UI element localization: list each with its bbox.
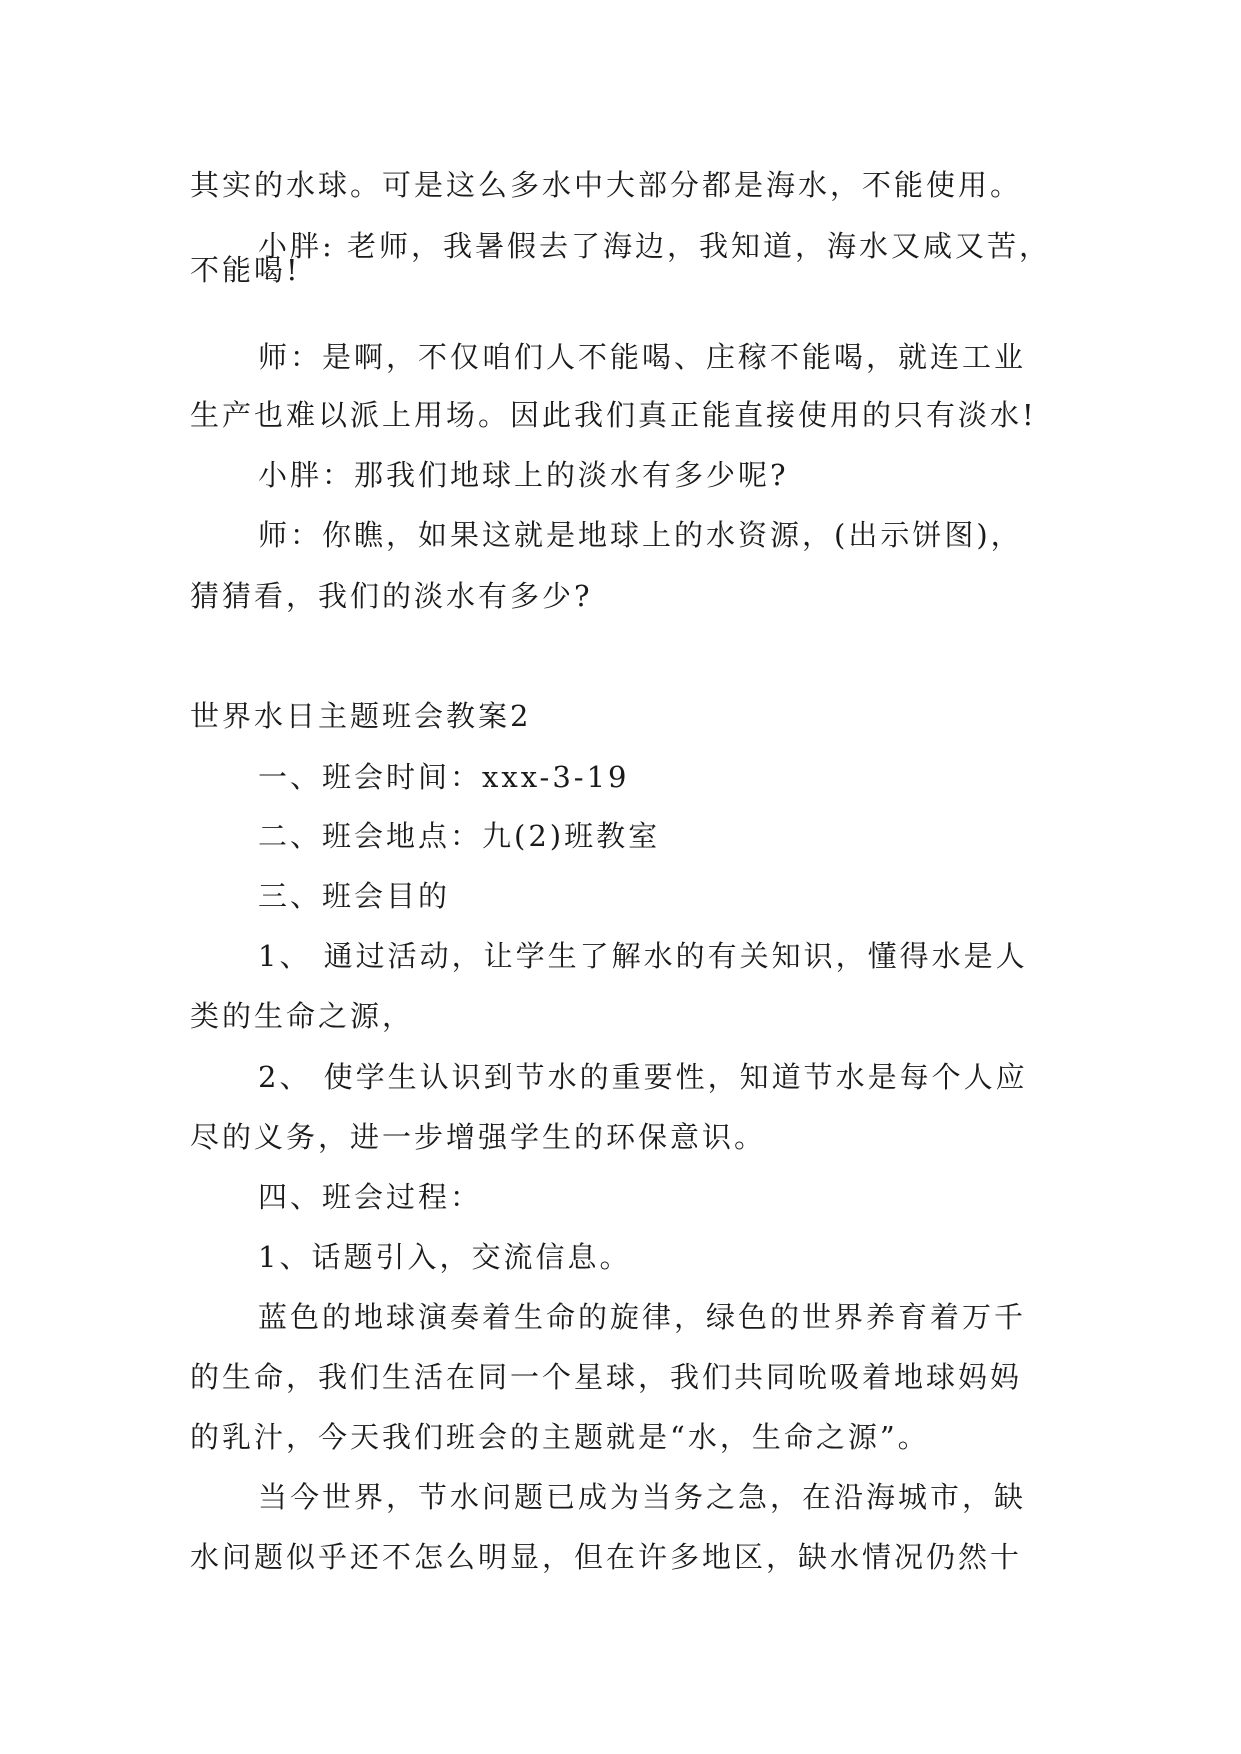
text-line: 的乳汁，今天我们班会的主题就是“水，生命之源”。 (190, 1420, 930, 1454)
text-line: 二、班会地点：九(2)班教室 (258, 819, 661, 853)
text-line: 小胖：那我们地球上的淡水有多少呢? (258, 458, 789, 492)
text-line: 师：是啊，不仅咱们人不能喝、庄稼不能喝，就连工业 (258, 340, 1027, 374)
text-line: 一、班会时间：xxx-3-19 (258, 760, 630, 794)
text-line: 1、话题引入，交流信息。 (258, 1240, 632, 1274)
text-line: 不能喝! (190, 253, 301, 287)
text-line: 三、班会目的 (258, 879, 451, 913)
text-line: 猜猜看，我们的淡水有多少? (190, 579, 593, 613)
text-line: 师：你瞧，如果这就是地球上的水资源，(出示饼图)， (258, 518, 1023, 552)
text-line: 的生命，我们生活在同一个星球，我们共同吮吸着地球妈妈 (190, 1360, 1023, 1394)
text-line: 其实的水球。可是这么多水中大部分都是海水，不能使用。 (190, 168, 1023, 202)
text-line: 四、班会过程： (258, 1180, 483, 1214)
text-line: 小胖: 老师，我暑假去了海边，我知道，海水又咸又苦， (258, 229, 1051, 263)
text-line: 蓝色的地球演奏着生命的旋律，绿色的世界养育着万千 (258, 1300, 1027, 1334)
text-line: 尽的义务，进一步增强学生的环保意识。 (190, 1120, 767, 1154)
text-line: 当今世界，节水问题已成为当务之急，在沿海城市，缺 (258, 1480, 1027, 1514)
text-line: 水问题似乎还不怎么明显，但在许多地区，缺水情况仍然十 (190, 1540, 1023, 1574)
text-line: 2、 使学生认识到节水的重要性，知道节水是每个人应 (258, 1060, 1028, 1094)
text-line: 类的生命之源， (190, 999, 415, 1033)
section-title: 世界水日主题班会教案2 (190, 699, 532, 733)
text-line: 1、 通过活动，让学生了解水的有关知识，懂得水是人 (258, 939, 1028, 973)
text-line: 生产也难以派上用场。因此我们真正能直接使用的只有淡水! (190, 398, 1037, 432)
